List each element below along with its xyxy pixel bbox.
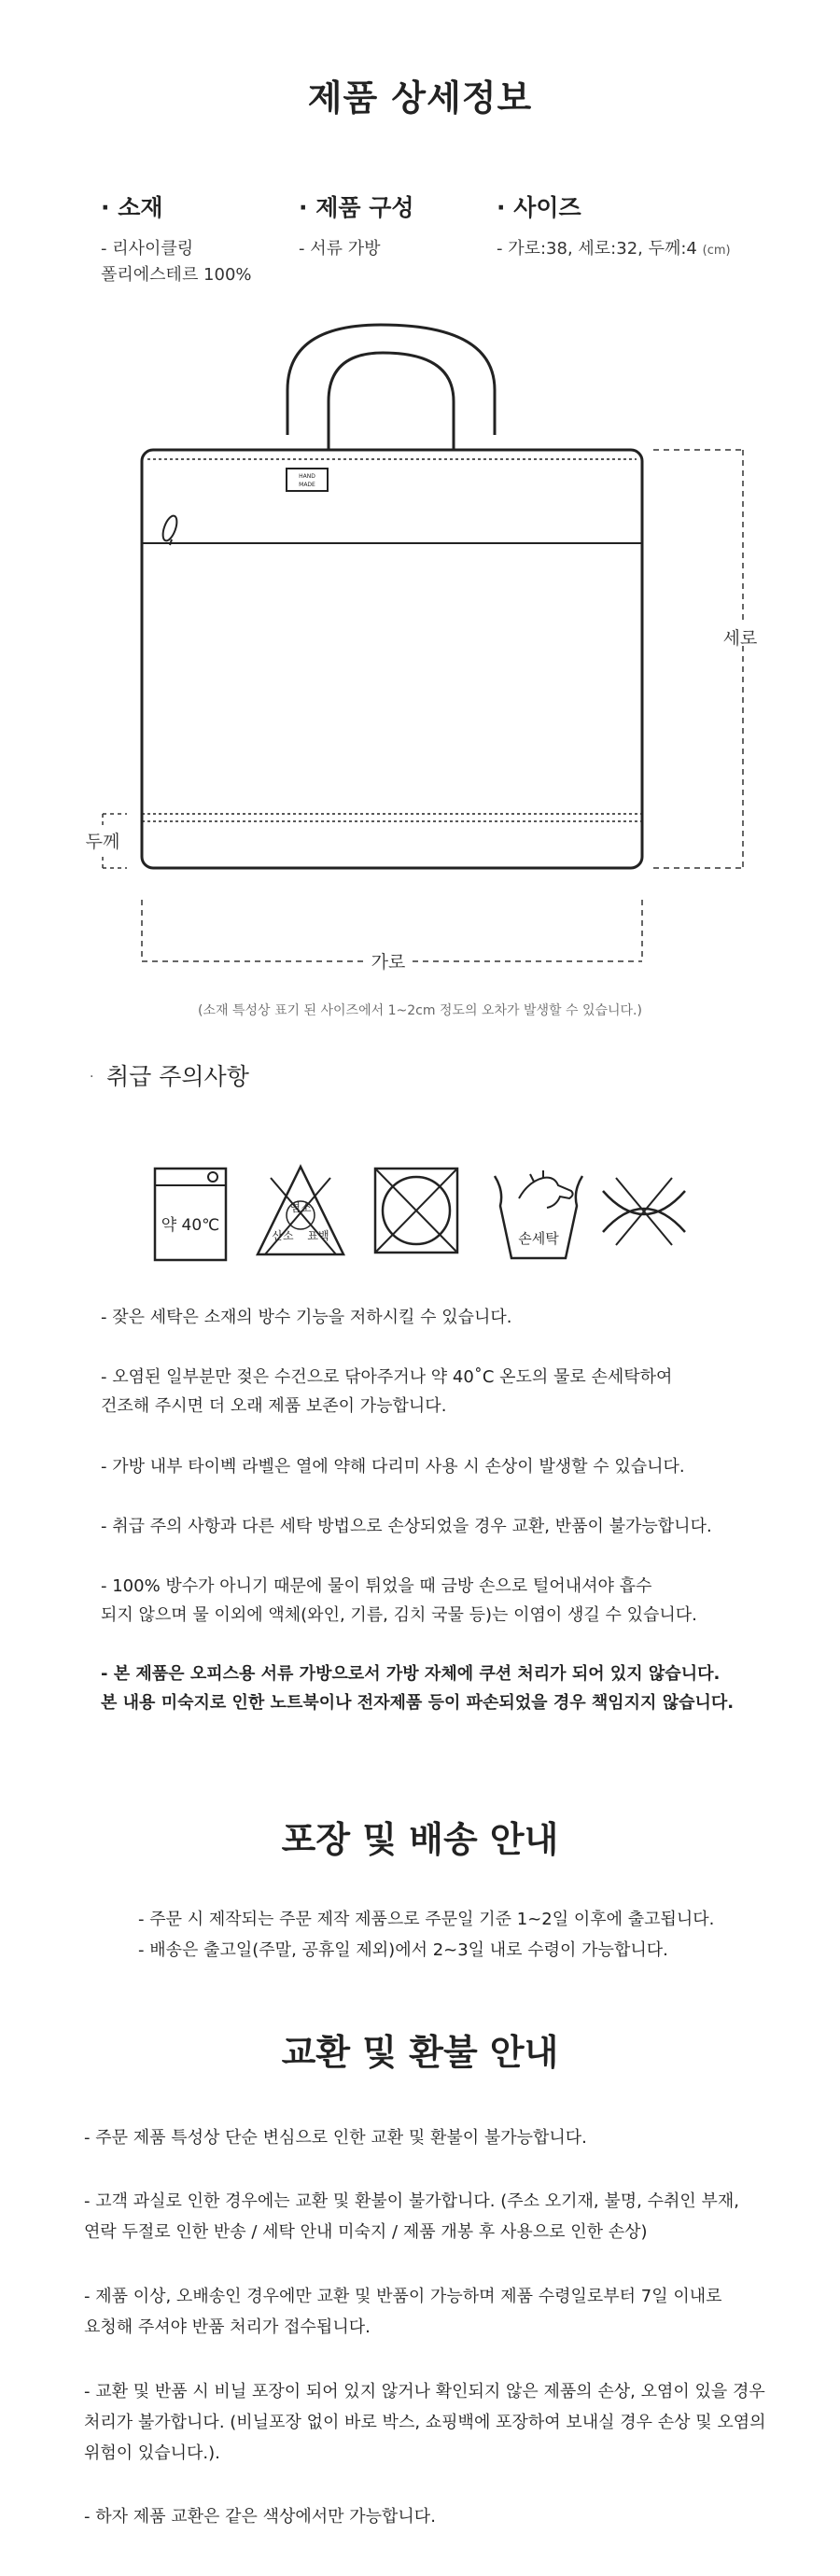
hand-wash-icon bbox=[495, 1170, 582, 1258]
refund-paragraph: - 고객 과실로 인한 경우에는 교환 및 환불이 불가합니다. (주소 오기재, 불명, 수취인 부재, 연락 두절로 인한 반송 / 세탁 안내 미숙지 / 제품 개봉 후 사용으로 인한 손상) bbox=[84, 2191, 739, 2242]
no-dry-clean-icon bbox=[603, 1178, 685, 1245]
care-paragraph: - 오염된 일부분만 젖은 수건으로 닦아주거나 약 40˚C 온도의 물로 손세탁하여 건조해 주시면 더 오래 제품 보존이 가능합니다. bbox=[101, 1367, 673, 1416]
care-paragraph: - 취급 주의 사항과 다른 세탁 방법으로 손상되었을 경우 교환, 반품이 불가능합니다. bbox=[101, 1517, 712, 1536]
wash-40-icon bbox=[155, 1169, 226, 1260]
svg-text:표백: 표백 bbox=[307, 1229, 329, 1242]
bag-diagram bbox=[0, 308, 840, 980]
handmade-tag-line1: HAND bbox=[299, 473, 315, 480]
care-title-dot: · bbox=[90, 1070, 94, 1085]
svg-text:염소: 염소 bbox=[289, 1201, 312, 1214]
spec-size-value: - 가로:38, 세로:32, 두께:4 (cm) bbox=[497, 239, 731, 259]
care-paragraph: - 100% 방수가 아니기 때문에 물이 튀었을 때 금방 손으로 털어내셔야 흡수 되지 않으며 물 이외에 액체(와인, 기름, 김치 국물 등)는 이염이 생길 수 있습니다. bbox=[101, 1576, 697, 1625]
spec-material-heading: · 소재 bbox=[101, 194, 163, 221]
refund-paragraph: - 하자 제품 교환은 같은 색상에서만 가능합니다. bbox=[84, 2507, 436, 2527]
spec-composition-heading: · 제품 구성 bbox=[299, 194, 414, 221]
spec-material-value: - 리사이클링 폴리에스테르 100% bbox=[101, 239, 252, 285]
width-label: 가로 bbox=[371, 952, 406, 973]
bag-handle bbox=[287, 325, 495, 454]
care-warning-paragraph: - 본 제품은 오피스용 서류 가방으로서 가방 자체에 쿠션 처리가 되어 있지 않습니다. 본 내용 미숙지로 인한 노트북이나 전자제품 등이 파손되었을 경우 책임지지 않습니다. bbox=[101, 1664, 735, 1713]
height-label: 세로 bbox=[722, 628, 758, 649]
refund-title: 교환 및 환불 안내 bbox=[281, 2032, 559, 2073]
care-paragraph: - 가방 내부 타이벡 라벨은 열에 약해 다리미 사용 시 손상이 발생할 수 있습니다. bbox=[101, 1457, 685, 1477]
refund-paragraph: - 주문 제품 특성상 단순 변심으로 인한 교환 및 환불이 불가능합니다. bbox=[84, 2128, 587, 2148]
handmade-tag-line2: MADE bbox=[299, 482, 315, 488]
care-icons bbox=[0, 1157, 840, 1269]
no-tumble-dry-icon bbox=[375, 1169, 457, 1253]
spec-composition-value: - 서류 가방 bbox=[299, 239, 381, 259]
svg-text:산소: 산소 bbox=[272, 1229, 294, 1242]
size-note: (소재 특성상 표기 된 사이즈에서 1~2cm 정도의 오차가 발생할 수 있습니다.) bbox=[198, 1003, 642, 1018]
depth-label: 두께 bbox=[85, 832, 120, 852]
no-bleach-icon bbox=[258, 1167, 343, 1254]
shipping-title: 포장 및 배송 안내 bbox=[281, 1819, 559, 1860]
refund-paragraph: - 교환 및 반품 시 비닐 포장이 되어 있지 않거나 확인되지 않은 제품의 손상, 오염이 있을 경우 처리가 불가합니다. (비닐포장 없이 바로 박스, 쇼핑백에 포장하여 보내실 경우 손상 및 오염의 위험이 있습니다.). bbox=[84, 2382, 766, 2463]
care-title: 취급 주의사항 bbox=[106, 1063, 249, 1090]
shipping-info: - 주문 시 제작되는 주문 제작 제품으로 주문일 기준 1~2일 이후에 출고됩니다. - 배송은 출고일(주말, 공휴일 제외)에서 2~3일 내로 수령이 가능합니다. bbox=[138, 1910, 715, 1960]
bag-body bbox=[142, 450, 642, 868]
spec-size-unit: (cm) bbox=[702, 244, 731, 258]
spec-size-heading: · 사이즈 bbox=[497, 194, 581, 221]
refund-paragraph: - 제품 이상, 오배송인 경우에만 교환 및 반품이 가능하며 제품 수령일로부터 7일 이내로 요청해 주셔야 반품 처리가 접수됩니다. bbox=[84, 2287, 722, 2337]
svg-text:손세탁: 손세탁 bbox=[518, 1230, 559, 1247]
bag-handle-inner bbox=[329, 353, 454, 454]
page-title: 제품 상세정보 bbox=[307, 77, 533, 119]
care-paragraph: - 잦은 세탁은 소재의 방수 기능을 저하시킬 수 있습니다. bbox=[101, 1308, 512, 1327]
svg-text:약 40℃: 약 40℃ bbox=[161, 1216, 220, 1235]
